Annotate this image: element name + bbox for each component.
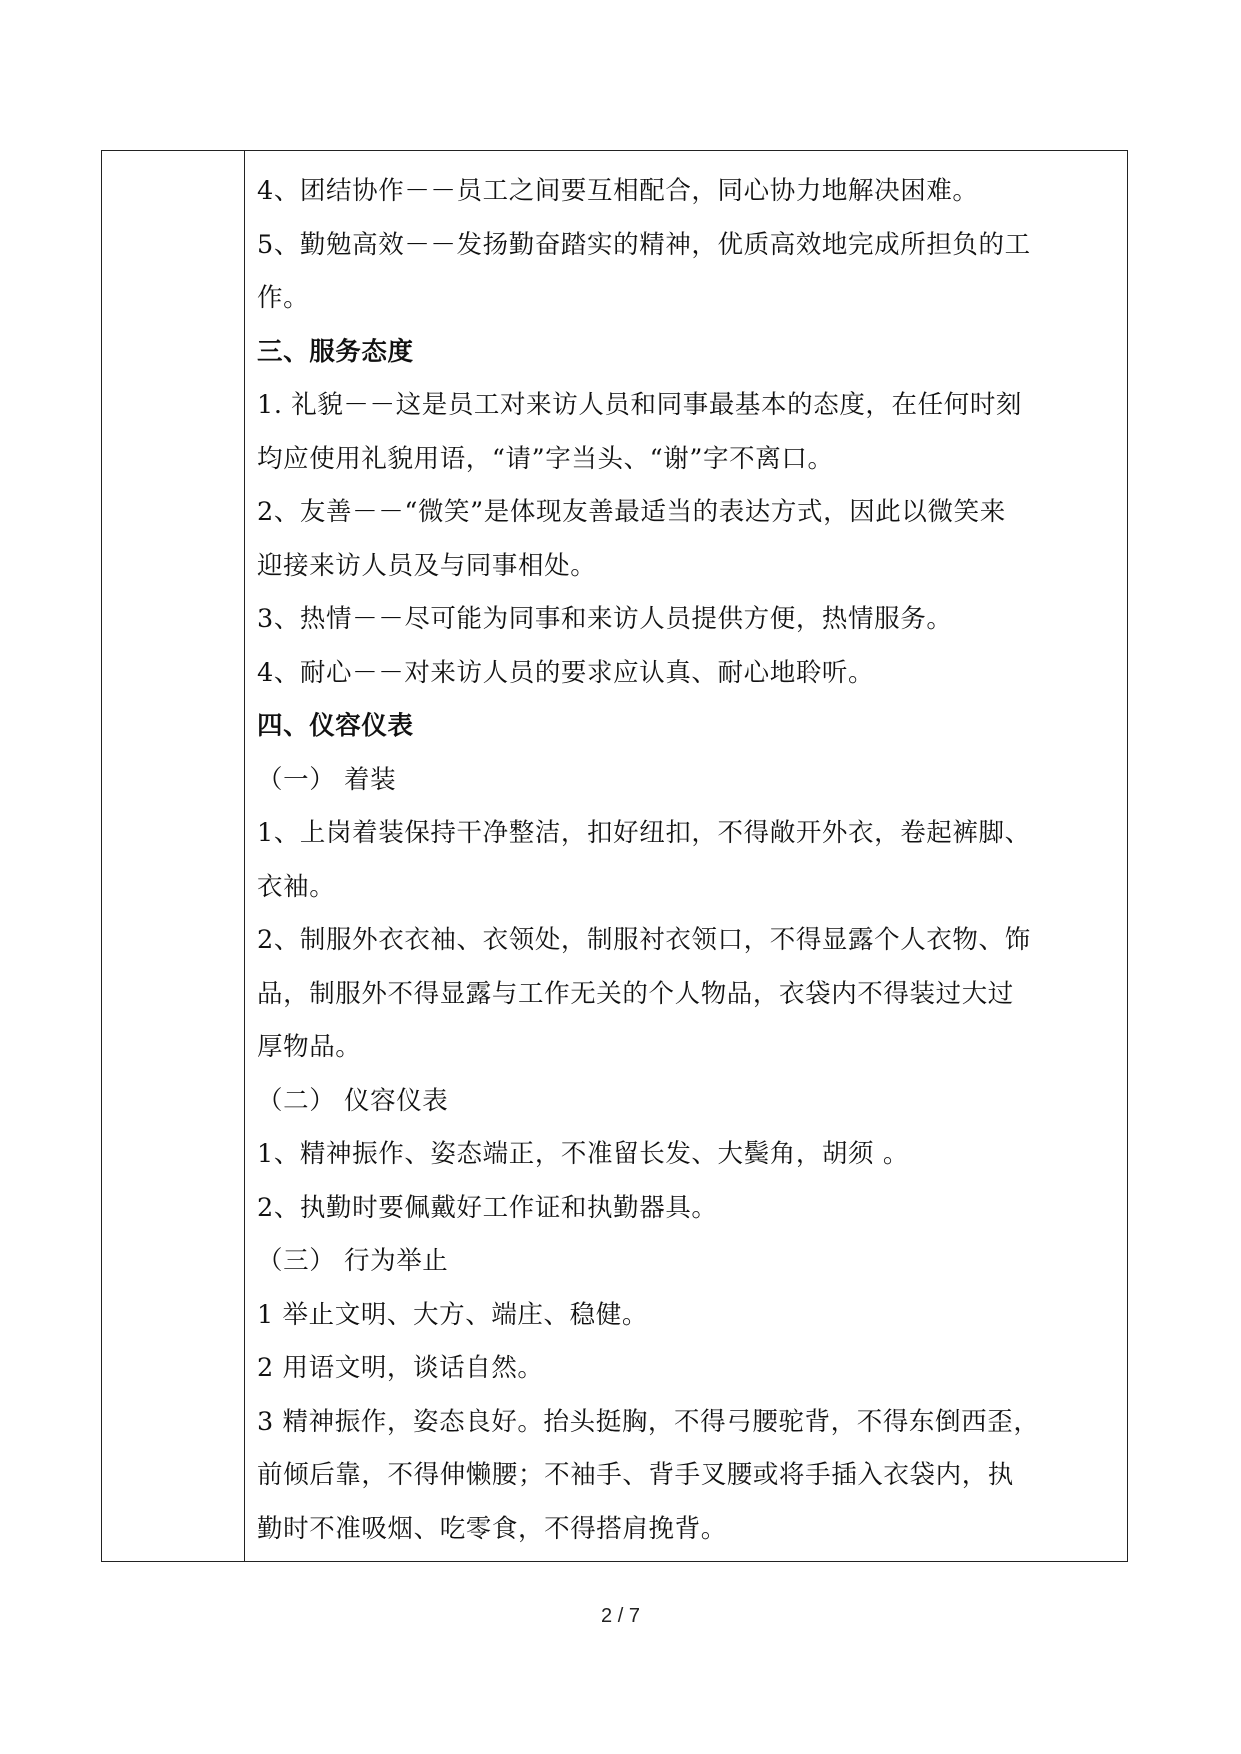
text-line: 4、耐心－－对来访人员的要求应认真、耐心地聆听。 xyxy=(257,657,875,688)
text-line: 3 精神振作，姿态良好。抬头挺胸，不得弓腰驼背，不得东倒西歪， xyxy=(257,1406,1040,1437)
text-line: 1. 礼貌－－这是员工对来访人员和同事最基本的态度，在任何时刻 xyxy=(257,390,1023,420)
text-line: 4、团结协作－－员工之间要互相配合，同心协力地解决困难。 xyxy=(257,176,979,206)
text-line: 2、执勤时要佩戴好工作证和执勤器具。 xyxy=(257,1192,718,1223)
text-line: 衣袖。 xyxy=(257,871,336,902)
text-line: 1 举止文明、大方、端庄、稳健。 xyxy=(257,1299,648,1330)
text-line: 2、友善－－“微笑”是体现友善最适当的表达方式，因此以微笑来 xyxy=(257,497,1006,527)
text-line: 迎接来访人员及与同事相处。 xyxy=(257,550,597,581)
text-line: 2、制服外衣衣袖、衣领处，制服衬衣领口，不得显露个人衣物、饰 xyxy=(257,925,1031,955)
text-line: 1、精神振作、姿态端正，不准留长发、大鬓角，胡须 。 xyxy=(257,1139,909,1169)
text-line: 前倾后靠，不得伸懒腰；不袖手、背手叉腰或将手插入衣袋内，执 xyxy=(257,1460,1014,1490)
text-line: 厚物品。 xyxy=(257,1032,362,1062)
table-content-cell xyxy=(245,151,1127,1561)
section-heading: 三、服务态度 xyxy=(257,336,414,367)
text-line: 1、上岗着装保持干净整洁，扣好纽扣，不得敞开外衣，卷起裤脚、 xyxy=(257,818,1031,848)
text-line: 3、热情－－尽可能为同事和来访人员提供方便，热情服务。 xyxy=(257,604,953,634)
text-line: 作。 xyxy=(257,283,310,313)
text-line: 2 用语文明，谈话自然。 xyxy=(257,1353,544,1383)
text-line: 品，制服外不得显露与工作无关的个人物品，衣袋内不得装过大过 xyxy=(257,978,1014,1009)
text-line: （一） 着装 xyxy=(257,764,397,795)
table-left-cell xyxy=(102,151,245,1561)
page-number: 2 / 7 xyxy=(601,1605,640,1627)
text-line: 勤时不准吸烟、吃零食，不得搭肩挽背。 xyxy=(257,1513,727,1544)
text-line: 5、勤勉高效－－发扬勤奋踏实的精神，优质高效地完成所担负的工 xyxy=(257,229,1031,260)
text-line: 均应使用礼貌用语，“请”字当头、“谢”字不离口。 xyxy=(257,443,834,474)
text-line: （二） 仪容仪表 xyxy=(257,1085,449,1116)
text-line: （三） 行为举止 xyxy=(257,1246,449,1276)
content-table xyxy=(101,150,1128,1562)
section-heading: 四、仪容仪表 xyxy=(257,711,414,741)
